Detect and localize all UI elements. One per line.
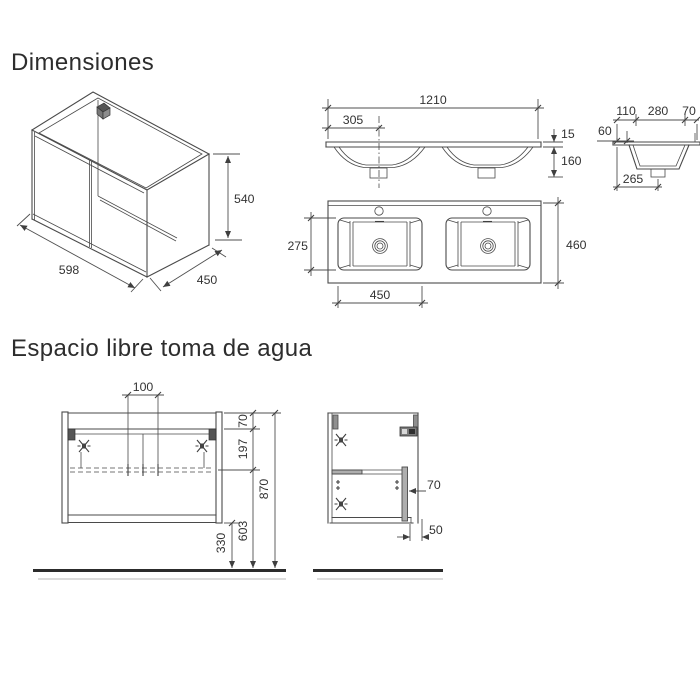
clearance-front-view	[62, 380, 281, 568]
dim-label-cabinet-depth: 450	[196, 273, 218, 287]
faucet-hole-left	[375, 207, 383, 215]
dim-label-front-lip: 60	[598, 124, 612, 138]
dim-label-bowl-front-back: 275	[287, 239, 308, 253]
section-title-dimensions: Dimensiones	[11, 49, 155, 76]
basin-right	[446, 218, 530, 270]
dim-label-bowl-depth: 160	[561, 154, 582, 168]
dim-label-bottom-section: 603	[236, 520, 250, 542]
dim-label-total-height: 870	[257, 478, 271, 500]
dim-label-rear-gap: 70	[427, 478, 441, 492]
dim-label-plan-depth: 460	[566, 238, 587, 252]
rail-plate-right	[209, 429, 216, 440]
shelf-hatched-part	[332, 470, 362, 474]
hinge-icon	[78, 440, 91, 452]
clearance-side-view	[328, 413, 443, 541]
dim-label-section-mid: 280	[647, 104, 669, 118]
hinge-icon	[335, 498, 348, 510]
wall-bracket-icon	[97, 103, 110, 119]
dim-label-rim-thickness: 15	[561, 127, 575, 141]
dim-label-bowl-offset: 305	[342, 113, 364, 127]
dim-label-drain-offset: 265	[622, 172, 644, 186]
cabinet-3d-drawing	[17, 92, 255, 292]
floor-lines	[33, 571, 443, 580]
sink-side-section	[597, 104, 700, 191]
dim-label-floor-clearance: 330	[214, 532, 228, 554]
dim-label-section-back: 70	[682, 104, 696, 118]
dim-label-section-front: 110	[616, 104, 636, 118]
dim-label-cabinet-height: 540	[234, 192, 255, 206]
dim-label-rear-bottom-offset: 50	[429, 523, 443, 537]
section-title-clearance: Espacio libre toma de agua	[11, 335, 313, 362]
hinge-icon	[335, 434, 348, 446]
sink-front-elevation	[322, 93, 582, 188]
left-post	[62, 412, 68, 523]
faucet-hole-right	[483, 207, 491, 215]
hinge-icon	[196, 440, 209, 452]
dim-label-mid-section: 197	[236, 438, 250, 460]
rail-plate-left	[68, 429, 75, 440]
basin-left	[338, 218, 422, 270]
dim-label-sink-total-width: 1210	[419, 93, 447, 107]
right-post	[216, 412, 222, 523]
wall-mount-bracket-icon	[400, 427, 417, 436]
dim-label-top-section: 70	[236, 414, 250, 428]
dim-label-pipe-spacing: 100	[132, 380, 154, 394]
rear-clearance-bar	[402, 467, 408, 521]
back-rail-top-left	[333, 415, 338, 429]
sink-plan-view	[287, 197, 586, 308]
dim-label-cabinet-width: 598	[58, 263, 80, 277]
dim-label-bowl-width: 450	[369, 288, 391, 302]
